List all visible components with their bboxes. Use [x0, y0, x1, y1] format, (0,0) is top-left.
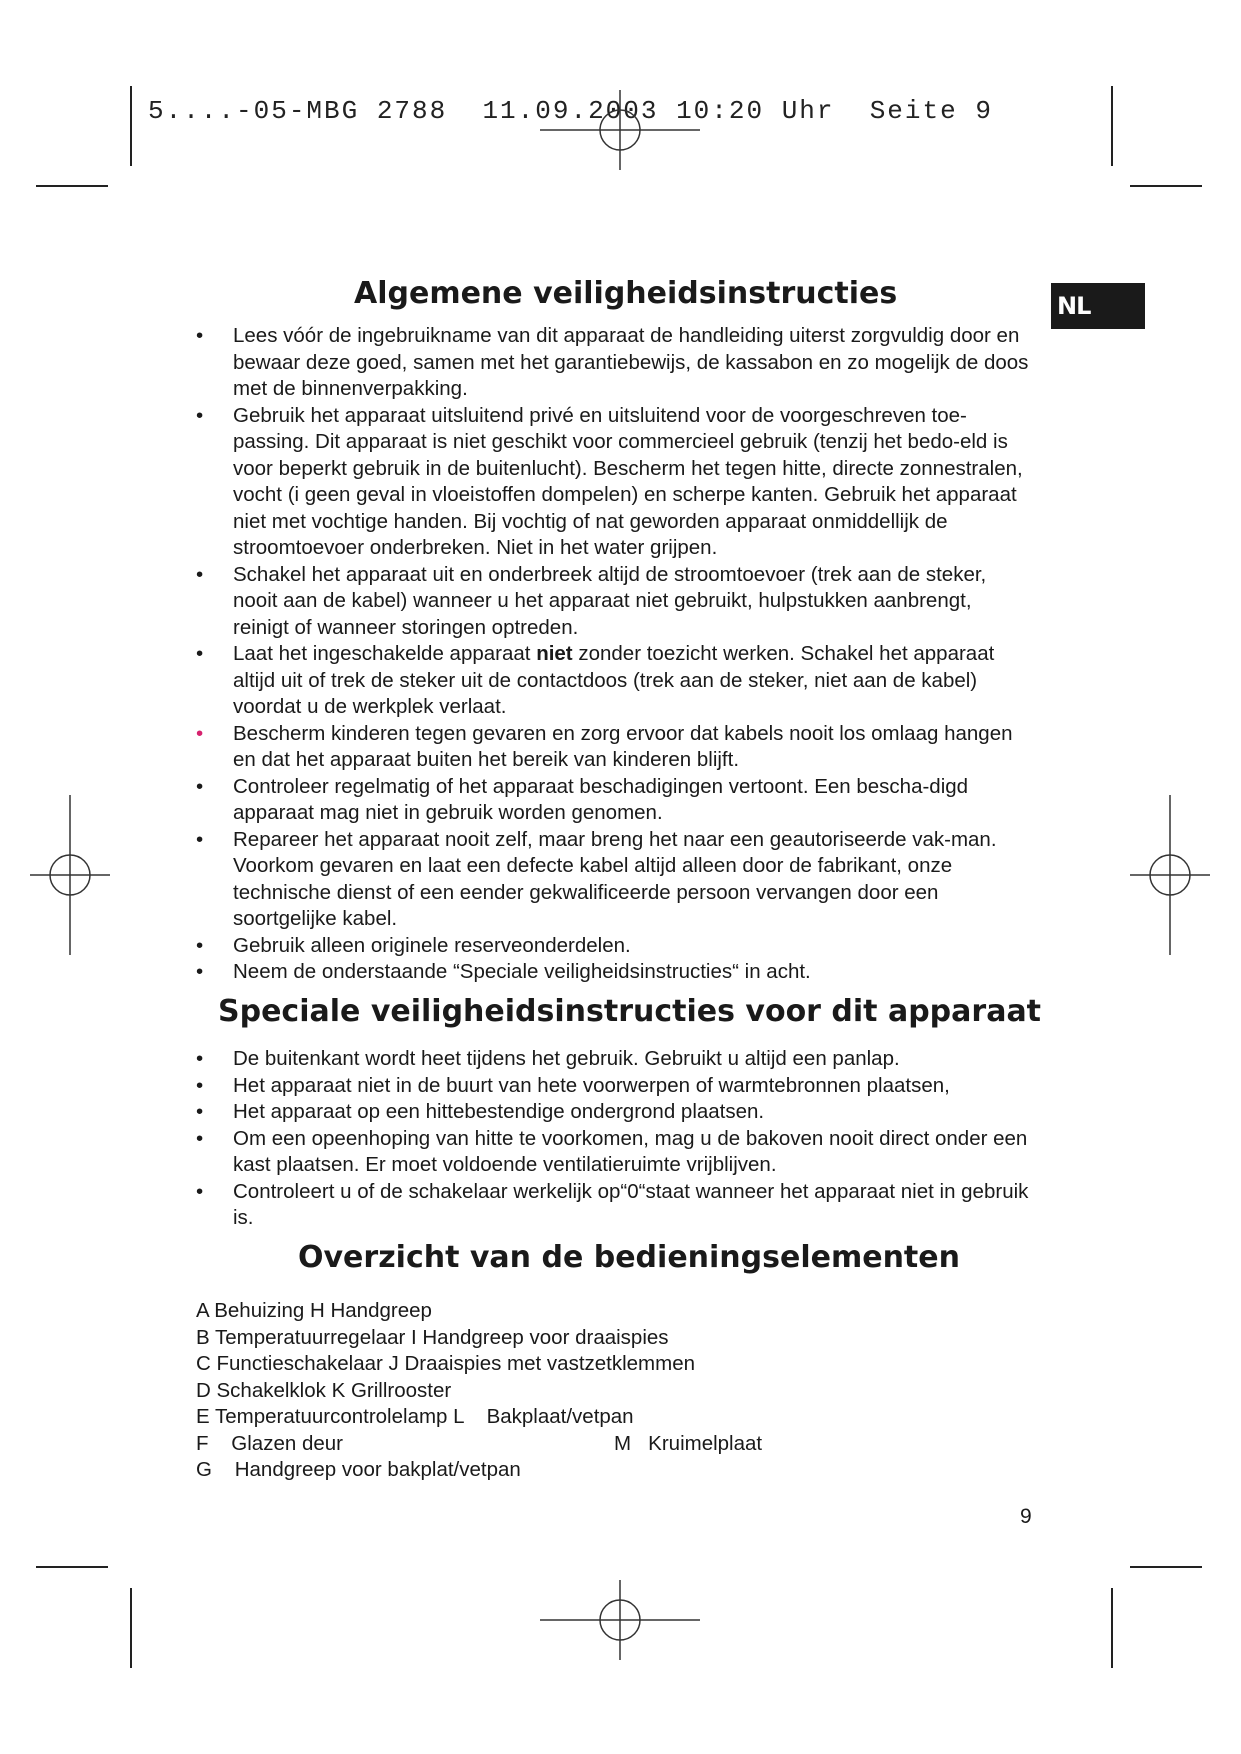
list-item: • Om een opeenhoping van hitte te voorkomen, mag u de bakoven nooit direct onder een kast plaatsen. Er moet voldoende ventilatieruimte vrijblijven.: [196, 1126, 1028, 1176]
overview-row: G Handgreep voor bakplat/vetpan: [196, 1458, 521, 1481]
page-number: 9: [1020, 1505, 1032, 1528]
list-item: • Bescherm kinderen tegen gevaren en zorg ervoor dat kabels nooit los omlaag hangen en dat het apparaat buiten het bereik van kinderen blijft.: [196, 721, 1013, 771]
overview-row: D Schakelklok K Grillrooster: [196, 1378, 452, 1402]
overview-row: B Temperatuurregelaar I Handgreep voor draaispies: [196, 1325, 669, 1349]
crop-mark: [1111, 86, 1113, 166]
list-item: • Repareer het apparaat nooit zelf, maar breng het naar een geautoriseerde vak-man. Voorkom gevaren en laat een defecte kabel altijd alleen door de fabrikant, onze technische dienst of een eender gekwalificeerde persoon vervangen door een soortgelijke kabel.: [196, 827, 997, 930]
list-item: • Laat het ingeschakelde apparaat niet zonder toezicht werken. Schakel het apparaat altijd uit of trek de steker uit de contactdoos (trek aan de steker, niet aan de kabel) voordat u de werkplek verlaat.: [196, 642, 995, 718]
special-safety-list: [196, 1046, 1031, 1232]
list-item: • Gebruik alleen originele reserveonderdelen.: [196, 933, 631, 957]
crop-mark: [1111, 1588, 1113, 1668]
overview-row: E Temperatuurcontrolelamp L Bakplaat/vetpan: [196, 1405, 634, 1428]
list-item: • Controleert u of de schakelaar werkelijk op“0“staat wanneer het apparaat niet in gebruik is.: [196, 1179, 1029, 1229]
controls-overview: [196, 1298, 763, 1484]
crop-mark: [1130, 185, 1202, 187]
overview-row: C Functieschakelaar J Draaispies met vastzetklemmen: [196, 1352, 696, 1375]
crop-mark: [130, 1588, 132, 1668]
language-tab: NL: [1051, 283, 1145, 329]
section-title-overview: Overzicht van de bedieningselementen: [298, 1240, 960, 1275]
list-item: • Gebruik het apparaat uitsluitend privé en uitsluitend voor de voorgeschreven toe-passing. Dit apparaat is niet geschikt voor commercieel gebruik (tenzij het bedo-eld is voor beperkt gebruik in de buitenlucht). Bescherm het tegen hitte, directe zonnestralen, vocht (i geen geval in vloeistoffen dompelen) en scherpe kanten. Gebruik het apparaat niet met vochtige handen. Bij vochtig of nat geworden apparaat onmiddellijk de stroomtoevoer onderbreken. Niet in het water grijpen.: [196, 403, 1023, 559]
crop-mark: [1130, 1566, 1202, 1568]
overview-row: A Behuizing H Handgreep: [196, 1299, 432, 1322]
list-item: • De buitenkant wordt heet tijdens het gebruik. Gebruikt u altijd een panlap.: [196, 1047, 900, 1070]
section-title-special: Speciale veiligheidsinstructies voor dit apparaat: [218, 994, 1042, 1029]
list-item: • Controleer regelmatig of het apparaat beschadigingen vertoont. Een bescha-digd apparaat mag niet in gebruik worden genomen.: [196, 774, 969, 824]
list-item: • Neem de onderstaande “Speciale veiligheidsinstructies“ in acht.: [196, 960, 811, 983]
section-title-general: Algemene veiligheidsinstructies: [354, 276, 898, 311]
registration-mark-top: [540, 90, 700, 170]
print-job-header: 5....-05-MBG 2788 11.09.2003 10:20 Uhr Seite 9: [148, 96, 993, 126]
list-item: • Lees vóór de ingebruikname van dit apparaat de handleiding uiterst zorgvuldig door en bewaar deze goed, samen met het garantiebewijs, de kassabon en zo mogelijk de doos met de binnenverpakking.: [196, 324, 1029, 400]
emphasis: niet: [536, 642, 573, 665]
crop-mark: [36, 185, 108, 187]
crop-mark: [36, 1566, 108, 1568]
registration-mark-bottom: [540, 1580, 700, 1660]
list-item: • Schakel het apparaat uit en onderbreek altijd de stroomtoevoer (trek aan de steker, nooit aan de kabel) wanneer u het apparaat niet gebruikt, hulpstukken aanbrengt, reinigt of wanneer storingen optreden.: [196, 562, 987, 639]
list-item: • Het apparaat op een hittebestendige ondergrond plaatsen.: [196, 1100, 765, 1123]
registration-mark-left: [30, 795, 110, 955]
registration-mark-right: [1130, 795, 1210, 955]
list-item: • Het apparaat niet in de buurt van hete voorwerpen of warmtebronnen plaatsen,: [196, 1073, 950, 1097]
general-safety-list: [196, 323, 1031, 986]
overview-row: F Glazen deur M Kruimelplaat: [196, 1431, 763, 1455]
crop-mark: [130, 86, 132, 166]
